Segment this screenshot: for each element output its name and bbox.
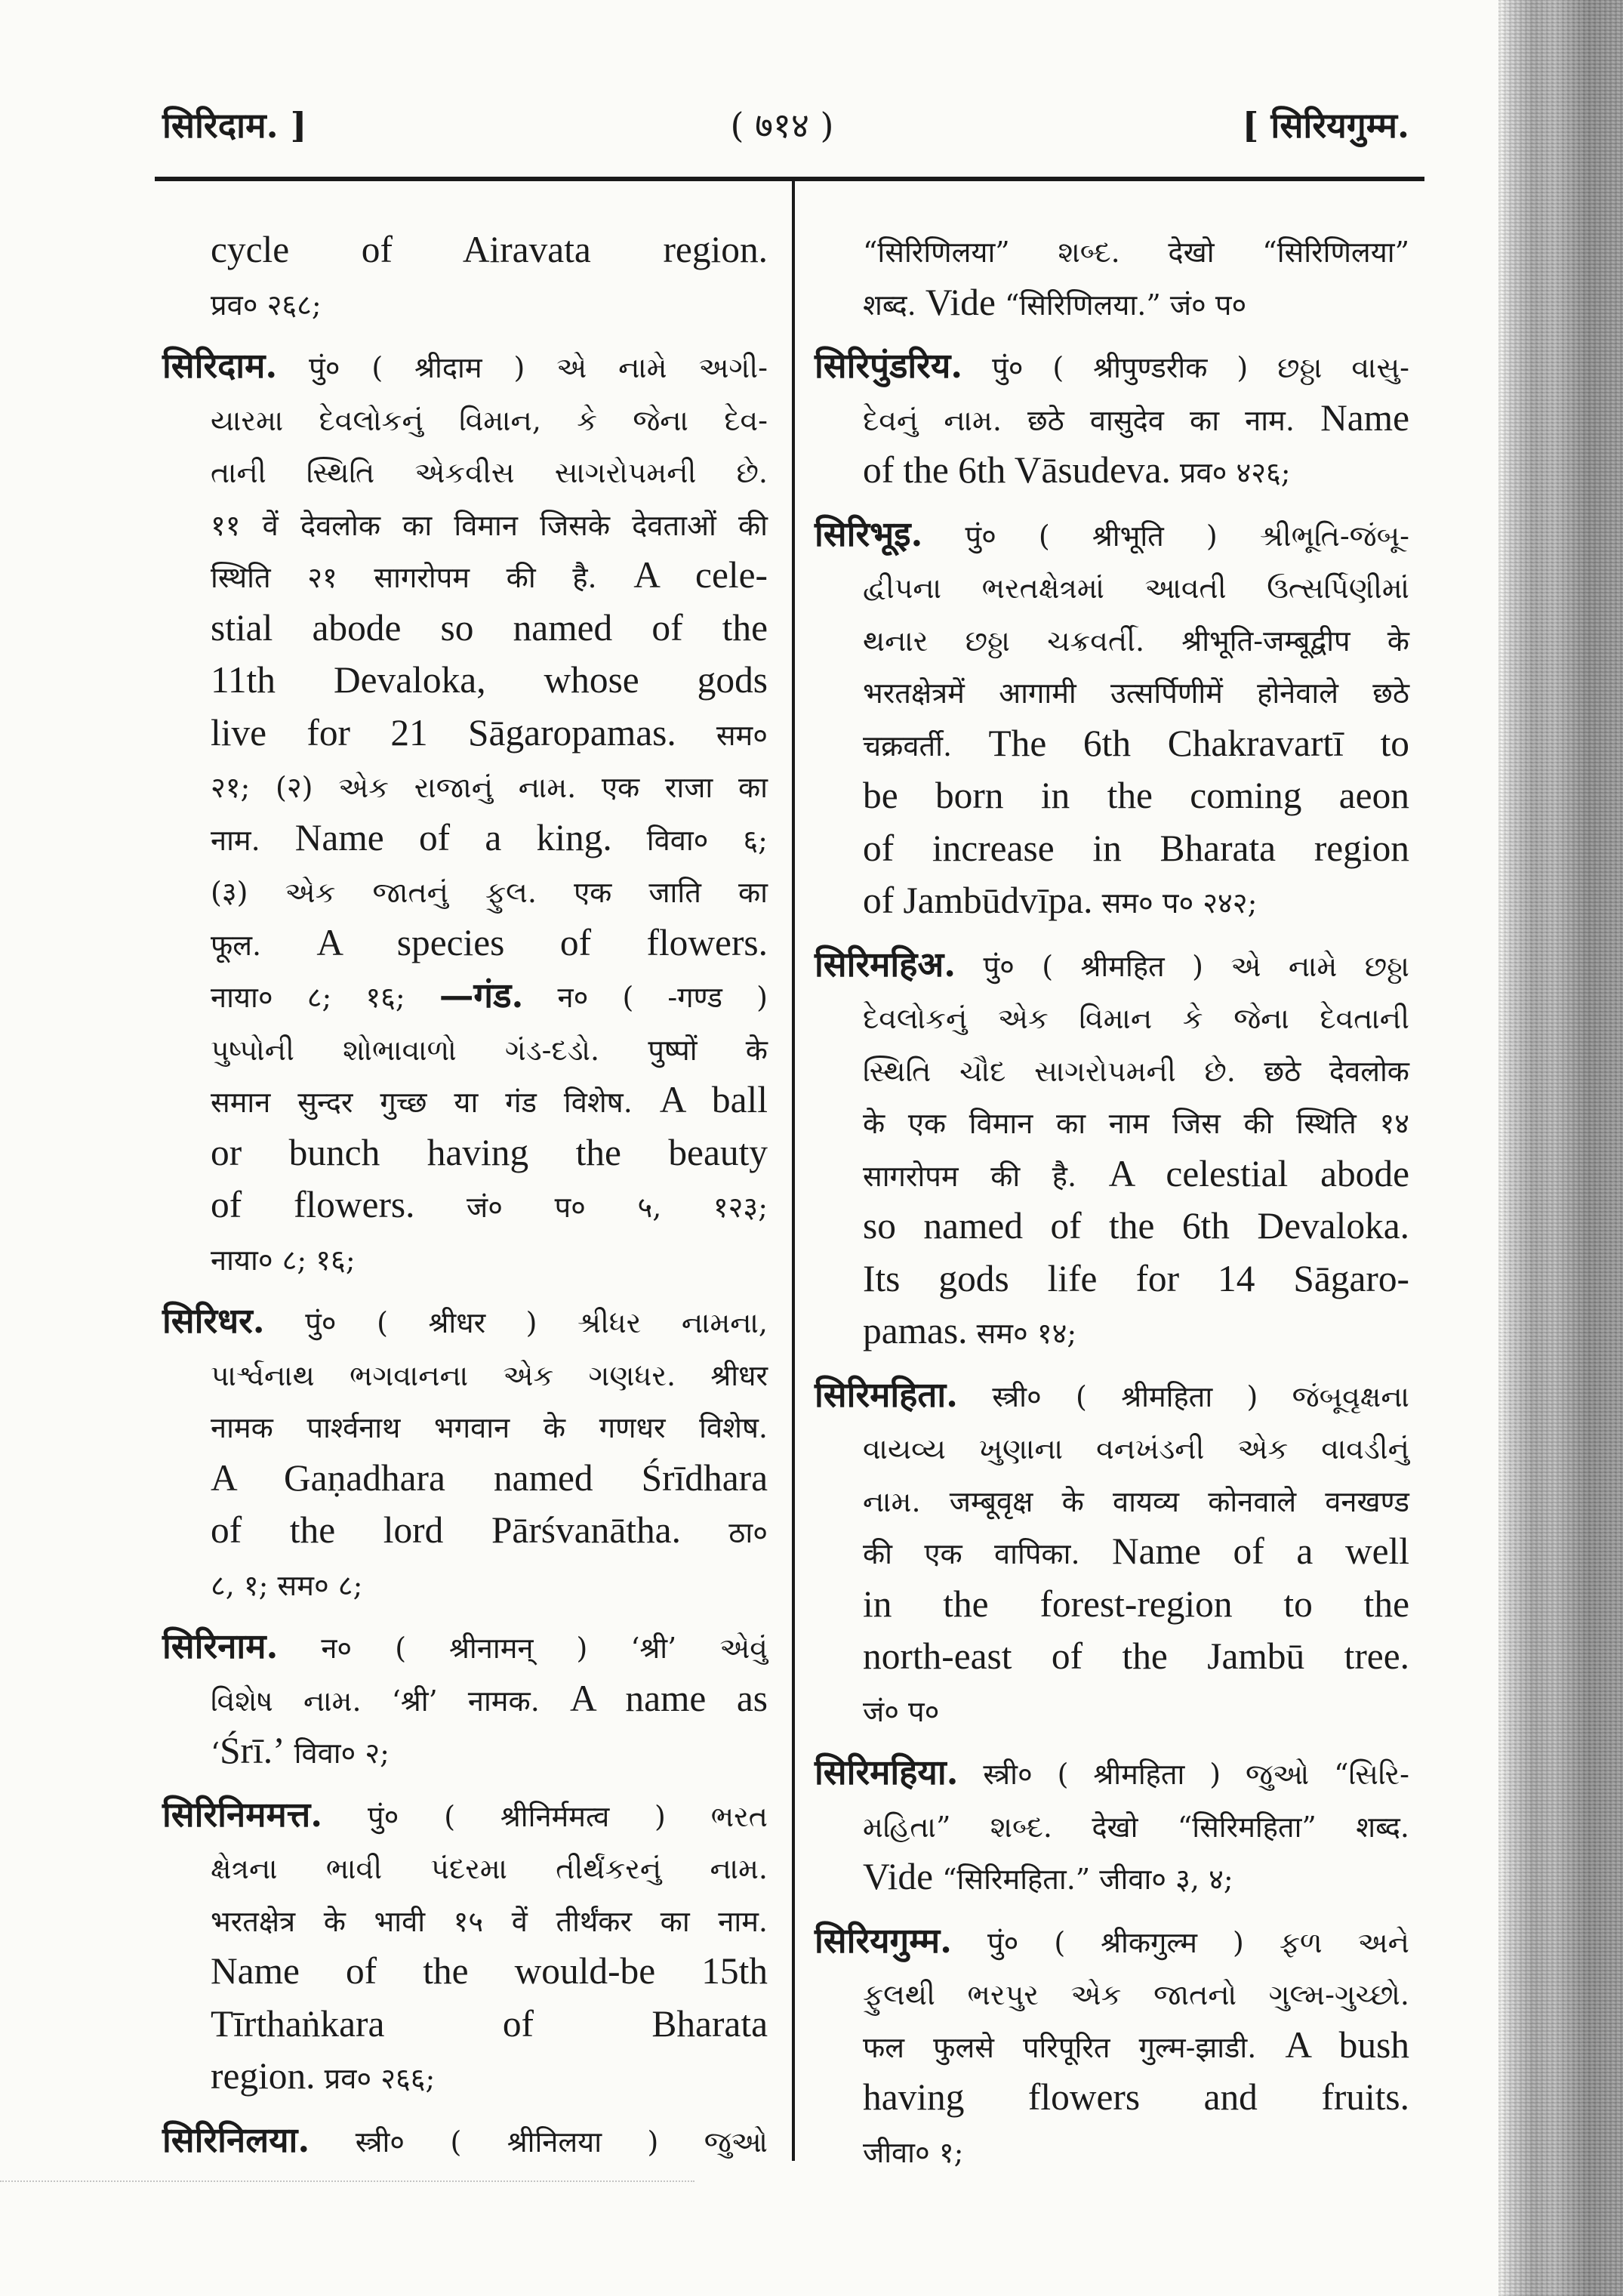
- entry-text: पुं० ( श्रीपुण्डरीक ) છઠ્ઠા વાસુ-: [992, 351, 1409, 384]
- text-line: [162, 972, 768, 1025]
- text-line: [162, 1843, 768, 1896]
- text-line: [815, 342, 1409, 395]
- text-line: [815, 1308, 1409, 1361]
- entry-text: जं० प०: [863, 1694, 940, 1728]
- text-line: [162, 342, 768, 395]
- text-line: [815, 1256, 1409, 1308]
- headword: सिरिदाम.: [162, 345, 278, 386]
- entry-text: of Jambūdvīpa. सम० प० २४२;: [863, 880, 1258, 921]
- text-line: [815, 227, 1409, 279]
- english-gloss: Tīrthaṅkara of Bharata: [211, 2002, 768, 2045]
- english-gloss: A ball: [659, 1079, 768, 1120]
- text-line: [815, 1633, 1409, 1686]
- english-gloss: be born in the coming aeon: [863, 775, 1409, 816]
- text-line: [815, 1801, 1409, 1854]
- text-line: [162, 867, 768, 920]
- text-line: [815, 1476, 1409, 1529]
- dictionary-entry: [815, 227, 1409, 331]
- text-line: [162, 2116, 768, 2169]
- right-column: [815, 227, 1409, 2179]
- entry-text: पुं० ( श्रीधर ) શ્રીધર નામના,: [305, 1306, 768, 1339]
- entry-text: નામ. जम्बूवृक्ष के वायव्य कोनवाले वनखण्ड: [863, 1484, 1409, 1518]
- dictionary-entry: [162, 342, 768, 1287]
- text-line: [162, 279, 768, 332]
- english-gloss: Its gods life for 14 Sāgaro-: [863, 1257, 1409, 1299]
- dictionary-entry: [162, 2116, 768, 2169]
- text-line: [162, 1455, 768, 1508]
- entry-text: ‘Śrī.’ विवा० २;: [211, 1730, 390, 1771]
- entry-text: [863, 1583, 1409, 1625]
- english-gloss: stial abode so named of the: [211, 606, 768, 649]
- text-line: [162, 1182, 768, 1234]
- english-gloss: Name: [1320, 396, 1409, 439]
- text-line: [162, 657, 768, 710]
- text-line: [815, 1749, 1409, 1801]
- text-line: [815, 941, 1409, 994]
- english-gloss: Vide: [863, 1856, 934, 1897]
- dictionary-entry: [162, 1623, 768, 1780]
- headword: सिरिपुंडरिय.: [815, 345, 963, 386]
- entry-text: फूल. A species of flowers.: [211, 921, 768, 963]
- dictionary-entry: [815, 342, 1409, 500]
- text-line: [162, 227, 768, 279]
- text-line: [815, 1098, 1409, 1151]
- text-line: [815, 615, 1409, 668]
- headword: सिरिनिलया.: [162, 2119, 310, 2160]
- entry-text: पुं० ( श्रीदाम ) એ નામે અગી-: [309, 351, 768, 384]
- entry-text: पुं० ( श्रीमहित ) એ નામે છઠ્ઠા: [983, 949, 1409, 983]
- text-line: [815, 1203, 1409, 1256]
- text-line: [815, 2074, 1409, 2127]
- entry-text: भरतक्षेत्र के भावी १५ वें तीर्थंकर का नाम.: [211, 1904, 768, 1938]
- entry-text: વિશેષ નામ. ‘श्री’ नामक. A name as: [211, 1677, 768, 1719]
- entry-text: “सिरिणिलया” શબ્દ. देखो “सिरिणिलया”: [863, 236, 1409, 269]
- entry-text: [863, 775, 1409, 816]
- text-line: [815, 1528, 1409, 1581]
- text-line: [815, 825, 1409, 878]
- entry-text: [211, 1950, 768, 1992]
- text-line: [815, 993, 1409, 1046]
- text-line: [162, 1130, 768, 1182]
- english-gloss: A cele-: [633, 554, 768, 596]
- entry-text: પુષ્પોની શોભાવાળો ગંડ-દડો. पुष्पों के: [211, 1033, 768, 1067]
- english-gloss: of flowers.: [211, 1184, 415, 1225]
- text-line: [162, 447, 768, 500]
- entry-text: नाया० ८; १६;: [211, 1243, 356, 1277]
- text-line: [162, 1675, 768, 1728]
- text-line: [162, 920, 768, 972]
- text-line: [815, 1969, 1409, 2022]
- headword: सिरियगुम्म.: [815, 1919, 952, 1961]
- text-line: [162, 395, 768, 448]
- dictionary-entry: [162, 1297, 768, 1612]
- text-line: [162, 762, 768, 815]
- left-column: [162, 227, 768, 2168]
- dictionary-entry: [815, 1917, 1409, 2180]
- text-line: [162, 1727, 768, 1780]
- entry-text: समान सुन्दर गुच्छ या गंड विशेष. A ball: [211, 1079, 768, 1120]
- entry-text: जीवा० १;: [863, 2135, 964, 2169]
- text-line: [162, 1350, 768, 1403]
- text-line: [162, 1948, 768, 2001]
- entry-text: पुं० ( श्रीकगुल्म ) ફળ અને: [987, 1925, 1409, 1959]
- text-line: [162, 1560, 768, 1613]
- entry-text: [211, 229, 768, 270]
- entry-text: [211, 1131, 768, 1173]
- text-line: [162, 552, 768, 605]
- dictionary-entry: [815, 510, 1409, 930]
- entry-text: તાની સ્થિતિ એકવીસ સાગરોપમની છે.: [211, 456, 768, 489]
- entry-text: चक्रवर्ती. The 6th Chakravartī to: [863, 722, 1409, 764]
- headword: सिरिभूइ.: [815, 513, 923, 554]
- headword: सिरिमहिया.: [815, 1752, 959, 1792]
- entry-text: ११ वें देवलोक का विमान जिसके देवताओं की: [211, 508, 768, 542]
- english-gloss: pamas.: [863, 1310, 968, 1351]
- entry-text: [863, 1205, 1409, 1247]
- english-gloss: Name of the would-be 15th: [211, 1950, 768, 1992]
- running-head-left: सिरिदाम. ]: [162, 105, 307, 146]
- entry-text: स्त्री० ( श्रीनिलया ) જુઓ: [355, 2125, 768, 2159]
- text-line: [815, 1151, 1409, 1203]
- headword: सिरिमहिता.: [815, 1373, 959, 1415]
- text-line: [162, 1025, 768, 1077]
- page-number: ( ७१४ ): [730, 105, 834, 146]
- entry-text: नामक पार्श्वनाथ भगवान के गणधर विशेष.: [211, 1411, 768, 1444]
- entry-text: पुं० ( श्रीनिर्ममत्व ) ભરત: [367, 1799, 768, 1833]
- text-line: [815, 772, 1409, 825]
- text-line: [815, 510, 1409, 563]
- english-gloss: of the 6th Vāsudeva.: [863, 449, 1171, 491]
- text-line: [162, 1623, 768, 1675]
- english-gloss: A name as: [569, 1677, 768, 1719]
- headword: सिरिनिममत्त.: [162, 1793, 323, 1835]
- text-line: [815, 447, 1409, 500]
- entry-text: [211, 2002, 768, 2045]
- text-line: [162, 1297, 768, 1350]
- text-line: [162, 605, 768, 658]
- english-gloss: Vide: [925, 281, 996, 323]
- headword: सिरिनाम.: [162, 1626, 279, 1666]
- headword: सिरिधर.: [162, 1300, 265, 1341]
- entry-text: शब्द. Vide “सिरिणिलया.” जं० प०: [863, 281, 1247, 323]
- entry-text: स्त्री० ( श्रीमहिता ) જુઓ “સિરિ-: [983, 1758, 1409, 1791]
- entry-text: pamas. सम० १४;: [863, 1310, 1077, 1351]
- text-line: [815, 2022, 1409, 2075]
- text-line: [162, 2001, 768, 2054]
- text-line: [162, 815, 768, 868]
- entry-text: पुं० ( श्रीभूति ) શ્રીભૂતિ-જંબૂ-: [965, 519, 1409, 553]
- entry-text: region. प्रव० २६६;: [211, 2055, 436, 2097]
- english-gloss: live for 21 Sāgaropamas.: [211, 711, 676, 754]
- entry-text: પાર્શ્વનાથ ભગવાનના એક ગણધર. श्रीधर: [211, 1358, 768, 1392]
- text-line: [815, 720, 1409, 773]
- english-gloss: The 6th Chakravartī to: [988, 722, 1409, 764]
- english-gloss: cycle of Airavata region.: [211, 229, 768, 270]
- entry-text: of flowers. जं० प० ५, १२३;: [211, 1184, 768, 1225]
- english-gloss: so named of the 6th Devaloka.: [863, 1205, 1409, 1247]
- headword: सिरिमहिअ.: [815, 943, 956, 985]
- entry-text: न० ( श्रीनामन् ) ‘श्री’ એવું: [321, 1632, 768, 1665]
- entry-text: २१; (२) એક રાજાનું નામ. एक राजा का: [211, 771, 768, 804]
- entry-text: [211, 1456, 768, 1499]
- entry-text: યારમા દેવલોકનું વિમાન, કે જેના દેવ-: [211, 403, 768, 437]
- scan-artifact-line: [0, 2180, 694, 2182]
- entry-text: [863, 1257, 1409, 1299]
- english-gloss: A Gaṇadhara named Śrīdhara: [211, 1456, 768, 1499]
- entry-text: સ્થિતિ ચૌદ સાગરોપમની છે. छठे देवलोक: [863, 1054, 1409, 1088]
- english-gloss: of increase in Bharata region: [863, 827, 1409, 869]
- text-line: [162, 1077, 768, 1130]
- english-gloss: A species of flowers.: [316, 921, 768, 963]
- english-gloss: 11th Devaloka, whose gods: [211, 659, 768, 701]
- english-gloss: Name of a king.: [294, 816, 612, 858]
- english-gloss: of the lord Pārśvanātha.: [211, 1509, 681, 1551]
- text-line: [162, 2053, 768, 2106]
- entry-text: की एक वापिका. Name of a well: [863, 1530, 1410, 1572]
- scanned-page-edge: [1498, 0, 1623, 2296]
- dictionary-entry: [162, 1791, 768, 2106]
- entry-text: [211, 606, 768, 649]
- entry-text: ८, १; सम० ८;: [211, 1568, 363, 1602]
- english-gloss: north-east of the Jambū tree.: [863, 1635, 1409, 1677]
- text-line: [815, 877, 1409, 930]
- text-line: [162, 710, 768, 763]
- dictionary-entry: [815, 1749, 1409, 1906]
- text-line: [815, 395, 1409, 448]
- english-gloss: Śrī.’: [220, 1730, 285, 1771]
- dictionary-entry: [815, 1371, 1409, 1739]
- entry-text: of the 6th Vāsudeva. प्रव० ४२६;: [863, 449, 1291, 491]
- entry-text: नाम. Name of a king. विवा० ६;: [211, 816, 768, 858]
- text-line: [162, 500, 768, 553]
- english-gloss: A bush: [1285, 2023, 1409, 2066]
- text-line: [162, 1791, 768, 1844]
- text-line: [162, 1507, 768, 1560]
- entry-text: દેવલોકનું એક વિમાન કે જેના દેવતાની: [863, 1002, 1409, 1035]
- english-gloss: having flowers and fruits.: [863, 2076, 1409, 2118]
- entry-text: live for 21 Sāgaropamas. सम०: [211, 711, 768, 754]
- sub-headword: —गंड.: [439, 975, 524, 1015]
- entry-text: [863, 1635, 1409, 1677]
- entry-text: [863, 827, 1409, 869]
- text-line: [815, 2127, 1409, 2180]
- entry-text: દ્વીપના ભરતક્ષેત્રમાં આવતી ઉત્સર્પિણીમાં: [863, 572, 1409, 605]
- entry-text: फल फुलसे परिपूरित गुल्म-झाडी. A bush: [863, 2023, 1409, 2066]
- english-gloss: Name of a well: [1111, 1530, 1410, 1572]
- text-line: [815, 667, 1409, 720]
- entry-text: (३) એક જાતનું ફુલ. एक जाति का: [211, 876, 768, 909]
- entry-text: થનાર છઠ્ઠા ચક્રવર્તી. श्रीभूति-जम्बूद्वीप के: [863, 624, 1409, 658]
- text-line: [815, 1581, 1409, 1634]
- english-gloss: A celestial abode: [1108, 1152, 1409, 1194]
- entry-text: नाया० ८; १६;: [211, 981, 405, 1014]
- entry-text: न० ( -गण्ड ): [557, 981, 768, 1014]
- english-gloss: region.: [211, 2055, 316, 2097]
- column-divider: [792, 178, 795, 2161]
- dictionary-entry: [815, 941, 1409, 1361]
- entry-text: स्थिति २१ सागरोपम की है. A cele-: [211, 554, 768, 596]
- entry-text: Vide “सिरिमहिता.” जीवा० ३, ४;: [863, 1856, 1233, 1897]
- entry-text: प्रव० २६८;: [211, 288, 322, 322]
- text-line: [815, 1854, 1409, 1906]
- dictionary-entry: [162, 227, 768, 331]
- entry-text: ક્ષેત્રના ભાવી પંદરમા તીર્થંકરનું નામ.: [211, 1852, 768, 1885]
- entry-text: स्त्री० ( श्रीमहिता ) જંબૂવૃક્ષના: [992, 1379, 1409, 1413]
- text-line: [815, 1046, 1409, 1099]
- entry-text: [211, 659, 768, 701]
- text-line: [162, 1234, 768, 1287]
- text-line: [162, 1402, 768, 1455]
- entry-text: વાયવ્ય ખુણાના વનખંડની એક વાવડીનું: [863, 1432, 1409, 1465]
- entry-text: सागरोपम की है. A celestial abode: [863, 1152, 1409, 1194]
- text-line: [815, 562, 1409, 615]
- running-head-right: [ सिरियगुम्म.: [1242, 105, 1409, 146]
- entry-text: ફુલથી ભરપુર એક જાતનો ગુલ્મ-ગુચ્છો.: [863, 1978, 1409, 2011]
- text-line: [815, 1686, 1409, 1739]
- text-line: [162, 1896, 768, 1949]
- entry-text: के एक विमान का नाम जिस की स्थिति १४: [863, 1107, 1409, 1140]
- english-gloss: in the forest-region to the: [863, 1583, 1409, 1625]
- text-line: [815, 1423, 1409, 1476]
- entry-text: મહિતા” શબ્દ. देखो “सिरिमहिता” शब्द.: [863, 1810, 1409, 1844]
- entry-text: [863, 2076, 1409, 2118]
- text-line: [815, 279, 1409, 332]
- english-gloss: of Jambūdvīpa.: [863, 880, 1093, 921]
- entry-text: દેવનું નામ. छठे वासुदेव का नाम. Name: [863, 396, 1409, 439]
- header-rule: [155, 177, 1424, 181]
- entry-text: of the lord Pārśvanātha. ठा०: [211, 1509, 768, 1551]
- text-line: [815, 1917, 1409, 1970]
- english-gloss: or bunch having the beauty: [211, 1131, 768, 1173]
- entry-text: भरतक्षेत्रमें आगामी उत्सर्पिणीमें होनेवाले छठे: [863, 676, 1409, 710]
- text-line: [815, 1371, 1409, 1424]
